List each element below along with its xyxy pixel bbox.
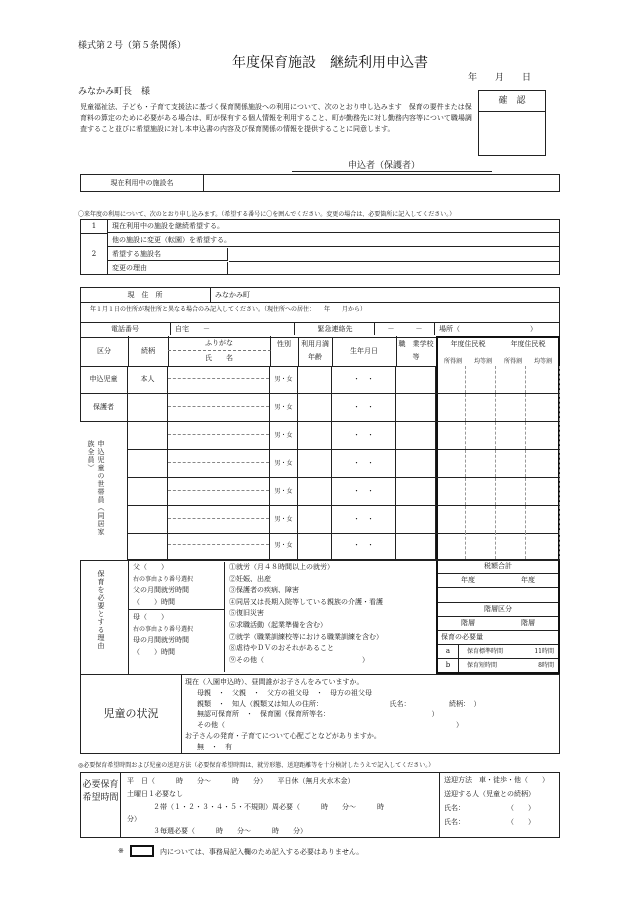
current-facility-input[interactable] (205, 175, 555, 191)
row-name[interactable] (168, 532, 270, 559)
reason-item[interactable]: ⑤復旧災害 (229, 609, 264, 618)
row-occupation[interactable] (396, 450, 436, 477)
hours-weekday[interactable]: 平 日（ 時 分～ 時 分） 平日休（無月火水木金） (127, 777, 355, 785)
col-usage-age: 利用月満年齢 (298, 338, 333, 366)
row-occupation[interactable] (396, 532, 436, 559)
col-furigana: ふりがな (168, 336, 271, 351)
pickup-name-1[interactable]: 氏名： （ ） (444, 804, 535, 812)
table-row (80, 450, 560, 478)
opt2-reason-label: 変更の理由 (108, 262, 228, 274)
row-name[interactable] (168, 450, 270, 477)
reason-item[interactable]: ④同居又は長期入院等している親族の介護・看護 (229, 597, 383, 606)
emergency-label: 緊急連絡先 (294, 323, 375, 335)
household-label: 申込児童の世帯員（同居家族全員） (87, 440, 105, 536)
row-sex[interactable]: 男・女 (270, 450, 298, 477)
tier1: 階層 (461, 619, 475, 627)
reasons-label: 保育を必要とする理由 (97, 570, 105, 650)
row-occupation[interactable] (396, 394, 436, 421)
need-a-row[interactable] (438, 645, 558, 659)
row-birth[interactable]: ・ ・ (332, 366, 396, 393)
home-phone-input[interactable]: 自宅 － (170, 323, 294, 335)
need-a-text: 保育標準時間 (467, 648, 504, 655)
table-row (80, 506, 560, 534)
row-tax (526, 366, 560, 393)
row-tax (466, 478, 496, 505)
hours-note: ◎必要保育希望時間および児童の送迎方法（必要保育希望時間は、就労形態、送迎距離等を十分検討したうえで記入してください。） (78, 762, 435, 769)
row-furigana[interactable] (168, 506, 269, 519)
confirm-label: 確 認 (479, 91, 545, 112)
row-tax (526, 450, 560, 477)
row-tax (466, 394, 496, 421)
row-relation[interactable] (128, 532, 168, 559)
address-label: 現 住 所 (127, 291, 163, 299)
row-sex[interactable]: 男・女 (270, 506, 298, 533)
row-birth[interactable]: ・ ・ (332, 394, 396, 421)
form-number: 様式第２号（第５条関係） (78, 41, 187, 51)
current-facility-row (80, 174, 560, 192)
hours-sat-some-end: 分） (127, 815, 141, 823)
row-furigana[interactable] (168, 450, 269, 463)
need-b: b (438, 659, 459, 672)
row-tax (526, 394, 560, 421)
tax-header-a: 年度住民税 (450, 340, 486, 348)
row-relation[interactable] (128, 394, 168, 421)
father-hours-label: 父の月間就労時間 (133, 586, 189, 594)
hours-table (80, 772, 560, 838)
tax-sub-a1: 所得割 (443, 358, 462, 365)
status-line[interactable]: 無 ・ 有 (197, 742, 232, 751)
row-sex[interactable]: 男・女 (270, 394, 298, 421)
row-tax (436, 506, 466, 533)
row-furigana[interactable] (168, 478, 269, 491)
opt2-facility-label: 希望する施設名 (108, 248, 228, 261)
child-status-lines (185, 677, 555, 753)
father-hours-input[interactable]: （ ）時間 (129, 597, 225, 610)
tier-label: 階層区分 (438, 603, 558, 617)
row-birth[interactable]: ・ ・ (332, 506, 396, 533)
row-birth[interactable]: ・ ・ (332, 450, 396, 477)
phone-label: 電話番号 (111, 325, 139, 333)
row-sex[interactable]: 男・女 (270, 478, 298, 505)
row-tax (496, 394, 526, 421)
pickup-method[interactable]: 送迎方法 車・徒歩・他（ ） (444, 776, 549, 784)
row-name[interactable] (168, 394, 270, 421)
row-name[interactable] (168, 506, 270, 533)
office-box-sample (130, 845, 154, 857)
child-status-label: 児童の状況 (81, 675, 182, 753)
row-occupation[interactable] (396, 422, 436, 449)
tax-header-b: 年度住民税 (510, 340, 546, 348)
mother-hours-label: 母の月間就労時間 (133, 636, 189, 644)
row-tax (496, 478, 526, 505)
consent-text: 児童福祉法、子ども・子育て支援法に基づく保育関係施設への利用について、次のとおり申し込みます 保育の要件または保育料の算定のために必要がある場合は、町が保有する個人情報を利用すること、町が勤務先に対し勤務内容等について職場調査すること並びに希望施設に対し本申込書の内容及び保育関係の情報を提供することに同意します。 (80, 103, 472, 133)
row-tax (496, 532, 526, 559)
row-name[interactable] (168, 366, 270, 393)
row-relation[interactable] (128, 450, 168, 477)
row-furigana[interactable] (168, 394, 269, 407)
father-choice[interactable]: 父（ ） (133, 563, 168, 571)
reason-list (224, 562, 435, 672)
reason-item[interactable]: ⑥求職活動（起業準備を含む） (229, 620, 327, 629)
row-age[interactable] (298, 506, 332, 533)
row-tax (526, 532, 560, 559)
row-name[interactable] (168, 478, 270, 505)
applicant-label: 申込者（保護者） (292, 158, 492, 172)
row-tax (466, 532, 496, 559)
row-sex[interactable]: 男・女 (270, 422, 298, 449)
tier-values (438, 617, 558, 631)
table-row (80, 532, 560, 560)
mother-hours-input[interactable]: （ ）時間 (133, 648, 175, 656)
reason-item[interactable]: ②妊娠、出産 (229, 574, 271, 583)
row-age[interactable] (298, 532, 332, 559)
row-furigana[interactable] (168, 366, 269, 379)
row-relation[interactable] (128, 422, 168, 449)
col-sex: 性別 (270, 338, 299, 366)
status-line[interactable]: 母親 ・ 父親 ・ 父方の祖父母 ・ 母方の祖父母 (197, 688, 372, 697)
mother-note: 右の事由より番号選択 (133, 626, 194, 633)
hours-label: 必要保育希望時間 (81, 773, 121, 837)
row-tax (526, 506, 560, 533)
emergency-input[interactable]: － － (374, 323, 435, 335)
current-facility-label: 現在利用中の施設名 (81, 175, 204, 191)
hours-sat-weekly[interactable]: ３毎週必要（ 時 分～ 時 分） (153, 827, 307, 835)
reason-item[interactable]: ①就労（月４８時間以上の就労） (229, 563, 334, 571)
tax-year1: 年度 (461, 576, 475, 584)
table-row (80, 394, 560, 422)
opt2-text: 他の施設に変更（転園）を希望する。 (108, 234, 559, 247)
table-row (80, 422, 560, 450)
need-label: 保育の必要量 (438, 631, 558, 645)
row-tax (436, 478, 466, 505)
status-line: お子さんの発育・子育てについて心配ごとなどがありますか。 (185, 731, 381, 740)
reason-item[interactable]: ⑨その他（ ） (229, 655, 369, 664)
tax-sub-b1: 所得割 (503, 358, 522, 365)
col-category: 区分 (80, 336, 129, 366)
hours-sat-some[interactable]: ２帯（１・２・３・４・５・不規則）周必要（ 時 分～ 時 (153, 803, 384, 811)
table-row (80, 478, 560, 506)
reason-item[interactable]: ③保護者の疾病、障害 (229, 586, 299, 595)
need-b-hours: 8時間 (538, 662, 554, 669)
status-line[interactable]: 親類 ・ 知人（親類又は知人の住所： 氏名： 続柄： ） (197, 699, 481, 708)
confirm-box (478, 90, 546, 156)
col-name: 氏 名 (168, 351, 271, 366)
need-b-row[interactable] (438, 659, 558, 672)
address-note: 年１月１日の住所が現住所と異なる場合のみ記入してください。（現住所への居住： 年 月から） (80, 302, 560, 318)
table-row (80, 366, 560, 394)
row-occupation[interactable] (396, 366, 436, 393)
opt2-reason-input[interactable] (229, 262, 559, 274)
pickup-name-2[interactable]: 氏名： （ ） (444, 818, 535, 826)
row-tax (436, 394, 466, 421)
pickup-person: 送迎する人（児童との続柄） (444, 790, 535, 798)
row-birth[interactable]: ・ ・ (332, 478, 396, 505)
tier2: 階層 (521, 619, 535, 627)
row-age[interactable] (298, 422, 332, 449)
mother-choice[interactable]: 母（ ） (133, 613, 168, 621)
row-tax (436, 532, 466, 559)
tax-year2: 年度 (521, 576, 535, 584)
need-a: a (438, 645, 459, 658)
date-field[interactable]: 年 月 日 (468, 73, 532, 83)
office-tax-block (438, 560, 558, 672)
footer-note: 内については、事務局記入欄のため記入する必要はありません。 (160, 848, 364, 856)
address-input[interactable]: みなかみ町 (210, 288, 560, 302)
child-status (80, 674, 560, 754)
continue-table (80, 219, 560, 275)
reason-item[interactable]: ⑦就学（職業訓練校等における職業訓練を含む） (229, 632, 383, 641)
opt1-text: 現在利用中の施設を継続希望する。 (108, 220, 559, 233)
opt1-number[interactable]: 1 (81, 220, 108, 234)
father-note: 右の事由より番号選択 (133, 576, 194, 583)
col-birth: 生年月日 (332, 336, 397, 366)
row-tax (436, 450, 466, 477)
row-tax (466, 506, 496, 533)
row-occupation[interactable] (396, 478, 436, 505)
row-name[interactable] (168, 422, 270, 449)
row-occupation[interactable] (396, 506, 436, 533)
recipient: みなかみ町長 様 (78, 87, 151, 97)
status-line[interactable]: 無認可保育所 ・ 保育園（保育所等名： ） (197, 710, 439, 719)
opt2-number[interactable]: 2 (81, 234, 108, 274)
pickup-block (439, 773, 560, 837)
row-category: 保護者 (80, 394, 128, 421)
row-birth[interactable]: ・ ・ (332, 532, 396, 559)
row-tax (496, 450, 526, 477)
continue-note: 〇来年度の利用について、次のとおり申し込みます。（希望する番号に〇を囲んでください。変更の場合は、必要箇所に記入してください。） (78, 211, 456, 218)
col-relation: 続柄 (128, 336, 169, 366)
need-b-text: 保育短時間 (467, 662, 498, 669)
row-tax (466, 366, 496, 393)
row-sex[interactable]: 男・女 (270, 366, 298, 393)
row-tax (436, 422, 466, 449)
status-line: 現在（入園申込時）、昼間誰がお子さんをみていますか。 (185, 678, 364, 686)
footer-mark: ※ (118, 847, 124, 855)
row-tax (496, 422, 526, 449)
row-tax (496, 366, 526, 393)
row-age[interactable] (298, 366, 332, 393)
row-relation[interactable]: 本人 (128, 366, 168, 393)
need-a-hours: 11時間 (534, 648, 554, 655)
row-relation[interactable] (128, 478, 168, 505)
tax-total: 税額合計 (438, 560, 558, 574)
page-title: 年度保育施設 継続利用申込書 (232, 55, 428, 71)
row-tax (436, 366, 466, 393)
hours-sat-none[interactable]: 土曜日１必要なし (127, 790, 183, 798)
row-tax (526, 422, 560, 449)
tax-years (438, 574, 558, 588)
row-tax (466, 450, 496, 477)
row-relation[interactable] (128, 506, 168, 533)
row-age[interactable] (298, 450, 332, 477)
row-category: 申込児童 (80, 366, 128, 393)
row-age[interactable] (298, 478, 332, 505)
opt2-facility-input[interactable] (229, 248, 559, 262)
status-line[interactable]: その他（ ） (197, 721, 463, 730)
row-furigana[interactable] (168, 422, 269, 435)
workplace-input[interactable]: 場所（ ） (434, 323, 560, 335)
col-occupation: 職 業学校等 (396, 338, 437, 366)
tax-sub-b2: 均等割 (533, 358, 552, 365)
row-age[interactable] (298, 394, 332, 421)
reason-item[interactable]: ⑧虐待やＤＶのおそれがあること (229, 644, 334, 653)
row-tax (496, 506, 526, 533)
row-sex[interactable]: 男・女 (270, 532, 298, 559)
row-birth[interactable]: ・ ・ (332, 422, 396, 449)
parent-info (128, 560, 225, 674)
row-tax (526, 478, 560, 505)
tax-sub-a2: 均等割 (473, 358, 492, 365)
row-tax (466, 422, 496, 449)
row-furigana[interactable] (168, 532, 269, 545)
